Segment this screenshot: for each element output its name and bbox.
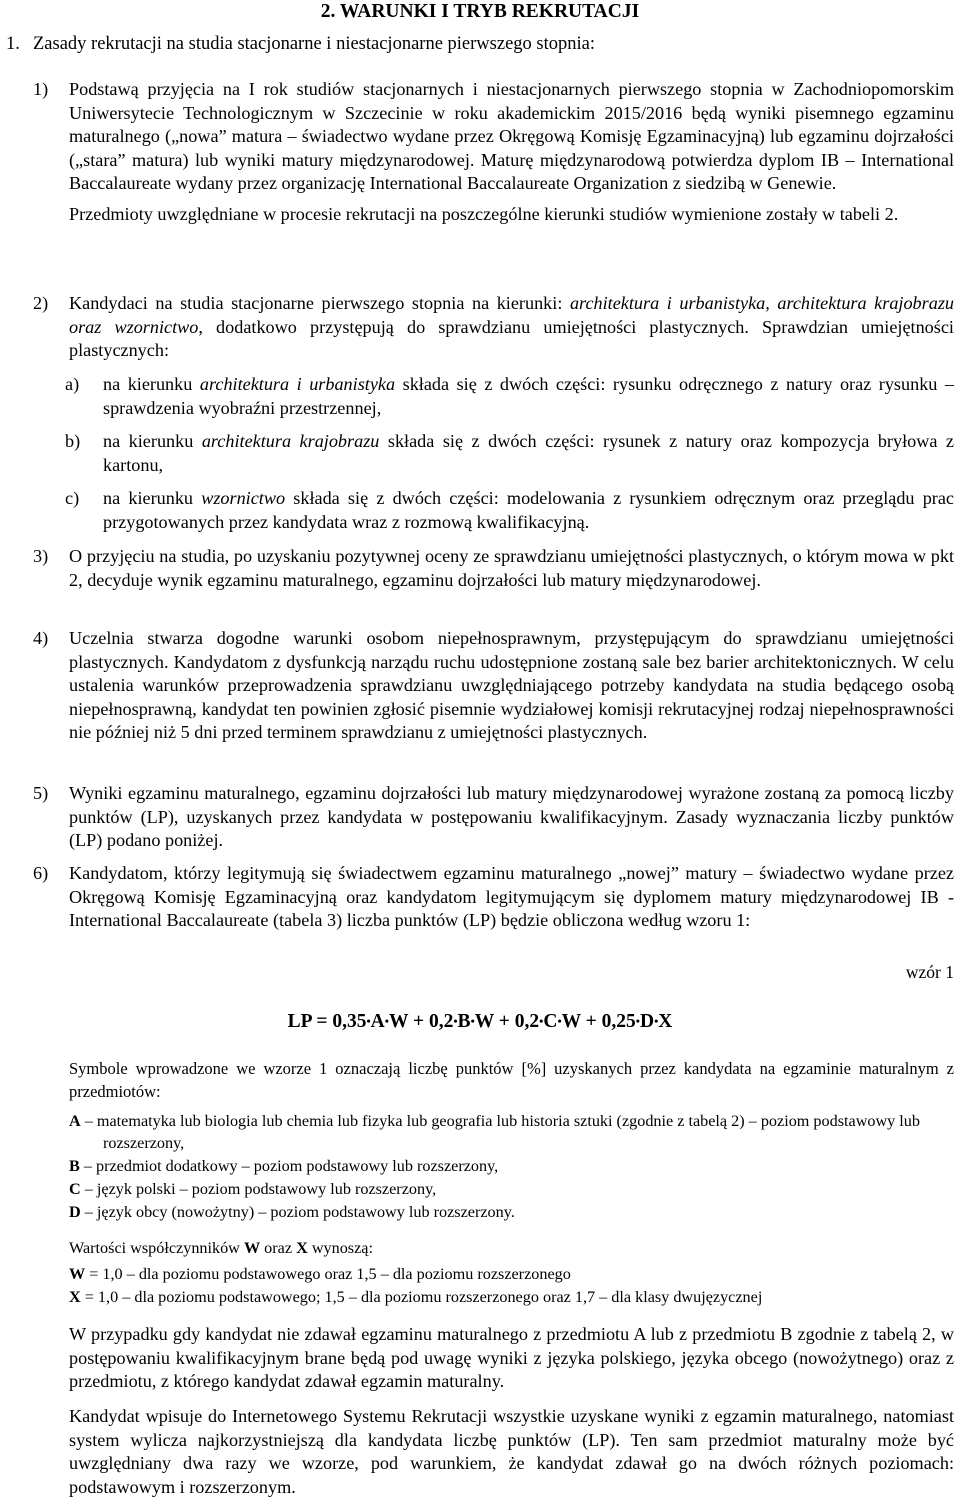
formula-part: B (457, 1011, 471, 1032)
formula-part: W + 0,2 (474, 1011, 540, 1032)
text-run: Wartości współczynników (69, 1239, 244, 1257)
symbol-letter: D (69, 1203, 81, 1221)
coeffs-intro (69, 1237, 954, 1260)
formula (0, 1010, 960, 1034)
formula-dot: • (470, 1014, 475, 1028)
formula-dot: • (654, 1014, 659, 1028)
symbol-letter: B (69, 1157, 80, 1175)
coeff-w-line (69, 1263, 954, 1286)
formula-part: C (543, 1011, 558, 1032)
formula-part: D (640, 1011, 655, 1032)
symbol-A (69, 1110, 954, 1154)
sublist-item-b (65, 430, 954, 477)
formula-dot: • (384, 1014, 389, 1028)
coeff-x-line (69, 1286, 954, 1309)
text-run: na kierunku (103, 374, 200, 394)
symbol-desc: – przedmiot dodatkowy – poziom podstawowy lub rozszerzony, (79, 1157, 499, 1175)
symbol-letter: C (69, 1180, 81, 1198)
paragraph: Kandydatom, którzy legitymują się świadectwem egzaminu maturalnego „nowej” matury – świadectwo wydane przez Okręgową Komisję Egzaminacyjną oraz kandydatom legitymującym się dyplomem matury międzynarodowej IB - International Baccalaureate (tabela 3) liczba punktów (LP) będzie obliczona według wzoru 1: (69, 863, 954, 931)
symbol-desc: – język polski – poziom podstawowy lub rozszerzony, (80, 1180, 437, 1198)
symbol-D (69, 1201, 954, 1223)
paragraph: Uczelnia stwarza dogodne warunki osobom niepełnosprawnym, przystępującym do sprawdzianu umiejętności plastycznych. Kandydatom z dysfunkcją narządu ruchu udostępnione zostaną sale bez barier architektonicznych. W celu ustalenia warunków przeprowadzenia sprawdzianu uwzględniającego potrzeby kandydata na studia będącego osobą niepełnosprawną, kandydat ten powinien zgłosić pisemnie wydziałowej komisji rekrutacyjnej rodzaj niepełnosprawności nie później niż 5 dni przed terminem sprawdzianu z umiejętności plastycznych. (69, 628, 954, 743)
text-run: składa się z dwóch części: rysunku odręcznego z natury oraz rysunku – sprawdzenia wyobraźni przestrzennej, (103, 374, 954, 418)
paragraph: Wyniki egzaminu maturalnego, egzaminu dojrzałości lub matury międzynarodowej wyrażone zostaną za pomocą liczby punktów (LP), uzyskanych przez kandydata w postępowaniu kwalifikacyjnym. Zasady wyznaczania liczby punktów (LP) podano poniżej. (69, 783, 954, 851)
sublist-item-a (65, 373, 954, 420)
text-run-italic: architektura i urbanistyka (199, 374, 396, 394)
list-item-number: 4) (33, 628, 49, 648)
formula-part: A (370, 1011, 385, 1032)
text-run-bold: W (243, 1239, 261, 1257)
formula-part: LP = 0,35 (287, 1011, 367, 1032)
formula-dot: • (453, 1014, 458, 1028)
formula-label: wzór 1 (905, 962, 954, 982)
text-run: na kierunku (103, 488, 202, 508)
list-item-5 (33, 782, 954, 853)
text-run-italic: architektura i urbanistyka, architektura krajobrazu oraz wzornictwo (69, 293, 954, 337)
formula-part: X (658, 1011, 673, 1032)
text-run: składa się z dwóch części: modelowania z rysunkiem odręcznym oraz przeglądu prac przygotowanych przez kandydata wraz z rozmową kwalifikacyjną. (103, 488, 954, 532)
text-run-bold: X (296, 1239, 308, 1257)
formula-dot: • (557, 1014, 562, 1028)
symbol-C (69, 1178, 954, 1200)
text-run-italic: architektura krajobrazu (201, 431, 380, 451)
text-run: = 1,0 – dla poziomu podstawowego oraz 1,5 – dla poziomu rozszerzonego (85, 1265, 571, 1283)
text-run: Kandydaci na studia stacjonarne pierwszego stopnia na kierunki: (69, 293, 570, 313)
paragraph: Kandydat wpisuje do Internetowego Systemu Rekrutacji wszystkie uzyskane wyniki z egzamin maturalnego, natomiast system wylicza najkorzystniejszą dla kandydata liczbę punktów (LP). Ten sam przedmiot maturalny może być uwzględniany dwa razy we wzorze, pod warunkiem, że kandydat zdawał go na dwóch różnych poziomach: podstawowym i rozszerzonym. (69, 1406, 954, 1497)
list-item-4 (33, 627, 954, 745)
list-item-number: 6) (33, 863, 49, 883)
symbol-desc: – matematyka lub biologia lub chemia lub fizyka lub geografia lub historia sztuki (zgodnie z tabelą 2) – poziom podstawowy lub rozszerzony, (80, 1112, 920, 1152)
section-number: 1. (6, 34, 20, 54)
symbol-B (69, 1155, 954, 1177)
text-run: na kierunku (103, 431, 202, 451)
formula-dot: • (635, 1014, 640, 1028)
sublist-label: c) (65, 488, 80, 508)
section-heading: Zasady rekrutacji na studia stacjonarne i niestacjonarne pierwszego stopnia: (33, 34, 595, 54)
list-item-number: 3) (33, 546, 49, 566)
text-run: składa się z dwóch części: rysunek z natury oraz kompozycja bryłowa z kartonu, (103, 431, 954, 475)
paragraph: Podstawą przyjęcia na I rok studiów stacjonarnych i niestacjonarnych pierwszego stopnia w Zachodniopomorskim Uniwersytecie Technologicznym w Szczecinie w roku akademickim 2015/2016 będą wyniki pisemnego egzaminu maturalnego („nowa” matura – świadectwo wydane przez Okręgową Komisję Egzaminacyjną) lub egzaminu dojrzałości („stara” matura) lub wyniki matury międzynarodowej. Maturę międzynarodową potwierdza dyplom IB – International Baccalaureate wydany przez organizację International Baccalaureate Organization z siedzibą w Genewie. (69, 79, 954, 194)
list-item-1 (33, 78, 954, 227)
text-run: , dodatkowo przystępują do sprawdzianu umiejętności plastycznych. Sprawdzian umiejętności plastycznych: (69, 316, 954, 361)
text-run: oraz (260, 1239, 297, 1257)
text-run-bold: W (69, 1265, 86, 1283)
symbol-desc: – język obcy (nowożytny) – poziom podstawowy lub rozszerzony. (80, 1203, 515, 1221)
paragraph: W przypadku gdy kandydat nie zdawał egzaminu maturalnego z przedmiotu A lub z przedmiotu B zgodnie z tabelą 2, w postępowaniu kwalifikacyjnym brane będą pod uwagę wyniki z języka polskiego, języka obcego (nowożytnego) oraz z przedmiotu, z którego kandydat zdawał egzamin maturalny. (69, 1324, 954, 1392)
symbols-intro: Symbole wprowadzone we wzorze 1 oznaczają liczbę punktów [%] uzyskanych przez kandydata na egzaminie maturalnym z przedmiotów: (69, 1059, 954, 1101)
sublist-item-c (65, 487, 954, 534)
list-item-3 (33, 545, 954, 592)
symbol-letter: A (69, 1112, 81, 1130)
text-run: wynoszą: (307, 1239, 373, 1257)
paragraph (69, 292, 954, 363)
text-run: = 1,0 – dla poziomu podstawowego; 1,5 – dla poziomu rozszerzonego oraz 1,7 – dla klasy dwujęzycznej (80, 1288, 763, 1306)
list-item-number: 5) (33, 783, 49, 803)
list-item-number: 2) (33, 293, 49, 313)
paragraph: O przyjęciu na studia, po uzyskaniu pozytywnej oceny ze sprawdzianu umiejętności plastycznych, o którym mowa w pkt 2, decyduje wynik egzaminu maturalnego, egzaminu dojrzałości lub matury międzynarodowej. (69, 546, 954, 590)
sublist-label: a) (65, 374, 80, 394)
formula-dot: • (366, 1014, 371, 1028)
list-item-6 (33, 862, 954, 933)
formula-part: W + 0,2 (388, 1011, 454, 1032)
formula-part: W + 0,25 (561, 1011, 636, 1032)
text-run-italic: wzornictwo (201, 488, 286, 508)
text-run-bold: X (69, 1288, 81, 1306)
paragraph: Przedmioty uwzględniane w procesie rekrutacji na poszczególne kierunki studiów wymienione zostały w tabeli 2. (69, 203, 899, 224)
list-item-number: 1) (33, 79, 49, 99)
list-item-2 (33, 292, 954, 363)
page-title: 2. WARUNKI I TRYB REKRUTACJI (320, 1, 640, 22)
sublist-label: b) (65, 431, 81, 451)
formula-dot: • (539, 1014, 544, 1028)
